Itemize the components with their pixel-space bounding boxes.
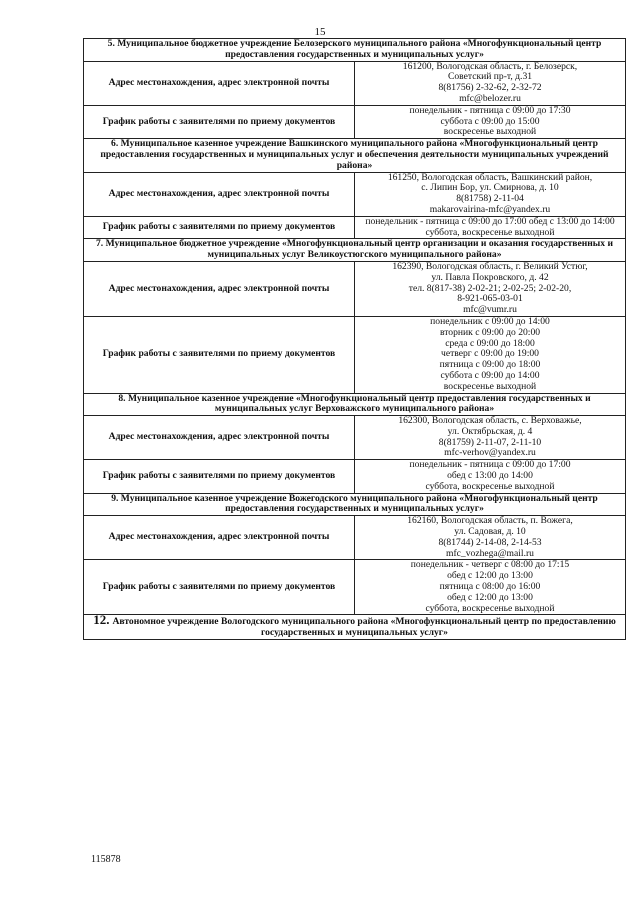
institution-header-row <box>84 139 626 172</box>
schedule-label: График работы с заявителями по приему документов <box>84 216 355 239</box>
schedule-value <box>355 105 626 138</box>
schedule-line: суббота с 09:00 до 14:00 <box>440 369 540 381</box>
schedule-line: понедельник - пятница с 09:00 до 17:00 обед с 13:00 до 14:00 <box>365 215 615 227</box>
institution-title: 5. Муниципальное бюджетное учреждение Белозерского муниципального района «Многофункциональный центр предоставления государственных и муниципальных услуг» <box>84 39 626 62</box>
institution-header-row <box>84 393 626 416</box>
address-line: mfc-verhov@yandex.ru <box>444 447 536 459</box>
institution-title: 6. Муниципальное казенное учреждение Вашкинского муниципального района «Многофункциональный центр предоставления государственных и муниципальных услуг и обеспечения деятельности муниципальных учреждений района» <box>84 139 626 172</box>
address-line: 8(81759) 2-11-07, 2-11-10 <box>438 436 542 448</box>
address-line: makarovairina-mfc@yandex.ru <box>429 203 551 215</box>
schedule-line: воскресенье выходной <box>443 126 537 138</box>
page-number: 15 <box>314 26 326 38</box>
address-line: 8(81744) 2-14-08, 2-14-53 <box>438 536 542 548</box>
address-row <box>84 172 626 216</box>
schedule-label: График работы с заявителями по приему документов <box>84 105 355 138</box>
address-line: 8(81758) 2-11-04 <box>456 193 524 205</box>
institution-header-row <box>84 493 626 516</box>
schedule-row <box>84 316 626 393</box>
address-line: тел. 8(817-38) 2-02-21; 2-02-25; 2-02-20, <box>408 282 572 294</box>
address-line: mfc_vozhega@mail.ru <box>446 547 534 559</box>
schedule-row <box>84 105 626 138</box>
schedule-line: суббота с 09:00 до 15:00 <box>440 115 540 127</box>
schedule-line: суббота, воскресенье выходной <box>425 602 555 614</box>
address-line: 162160, Вологодская область, п. Вожега, <box>407 515 573 527</box>
schedule-line: суббота, воскресенье выходной <box>425 480 555 492</box>
schedule-line: понедельник - пятница с 09:00 до 17:30 <box>409 104 571 116</box>
address-label: Адрес местонахождения, адрес электронной почты <box>84 416 355 460</box>
address-row <box>84 416 626 460</box>
schedule-line: обед с 12:00 до 13:00 <box>447 591 533 603</box>
institution-title: 8. Муниципальное казенное учреждение «Многофункциональный центр предоставления государственных и муниципальных услуг Верховажского муниципального района» <box>84 393 626 416</box>
address-line: 8(81756) 2-32-62, 2-32-72 <box>438 82 542 94</box>
address-label: Адрес местонахождения, адрес электронной почты <box>84 172 355 216</box>
address-value <box>355 261 626 316</box>
address-value <box>355 416 626 460</box>
schedule-value <box>355 316 626 393</box>
schedule-line: воскресенье выходной <box>443 380 537 392</box>
address-row <box>84 516 626 560</box>
address-value <box>355 61 626 105</box>
schedule-label: График работы с заявителями по приему документов <box>84 560 355 615</box>
address-line: Советский пр-т, д.31 <box>447 71 533 83</box>
institutions-table <box>83 38 626 640</box>
schedule-line: обед с 13:00 до 14:00 <box>447 470 533 482</box>
schedule-value <box>355 560 626 615</box>
address-row <box>84 261 626 316</box>
address-value <box>355 172 626 216</box>
institution-header-row <box>84 615 626 640</box>
address-label: Адрес местонахождения, адрес электронной почты <box>84 261 355 316</box>
schedule-line: пятница с 09:00 до 18:00 <box>439 359 541 371</box>
address-line: 8-921-065-03-01 <box>457 293 523 305</box>
address-line: с. Липин Бор, ул. Смирнова, д. 10 <box>421 182 559 194</box>
schedule-line: пятница с 08:00 до 16:00 <box>439 581 541 593</box>
institution-title <box>84 612 626 640</box>
institution-title: 7. Муниципальное бюджетное учреждение «Многофункциональный центр организации и оказания государственных и муниципальных услуг Великоустюгского муниципального района» <box>84 239 626 262</box>
schedule-line: суббота, воскресенье выходной <box>425 226 555 238</box>
schedule-row <box>84 560 626 615</box>
schedule-row <box>84 216 626 239</box>
schedule-line: понедельник - пятница с 09:00 до 17:00 <box>409 459 571 471</box>
address-line: 162390, Вологодская область, г. Великий Устюг, <box>392 260 588 272</box>
address-row <box>84 61 626 105</box>
address-line: 161250, Вологодская область, Вашкинский район, <box>387 171 593 183</box>
address-label: Адрес местонахождения, адрес электронной почты <box>84 61 355 105</box>
schedule-row <box>84 460 626 493</box>
address-line: mfc@belozer.ru <box>459 92 521 104</box>
footer-code: 115878 <box>91 854 121 865</box>
address-line: ул. Октябрьская, д. 4 <box>447 425 533 437</box>
address-line: ул. Садовая, д. 10 <box>454 526 526 538</box>
schedule-line: вторник с 09:00 до 20:00 <box>439 326 541 338</box>
schedule-value <box>355 216 626 239</box>
schedule-line: понедельник с 09:00 до 14:00 <box>430 315 550 327</box>
institution-header-row <box>84 239 626 262</box>
address-label: Адрес местонахождения, адрес электронной почты <box>84 516 355 560</box>
institution-number: 12. <box>93 612 110 628</box>
address-line: 162300, Вологодская область, с. Верховажье, <box>398 415 582 427</box>
address-line: 161200, Вологодская область, г. Белозерск, <box>402 60 578 72</box>
institution-title-text: Автономное учреждение Вологодского муниципального района «Многофункциональный центр по предоставлению государственных и муниципальных услуг» <box>112 616 616 639</box>
schedule-line: четверг с 09:00 до 19:00 <box>441 348 539 360</box>
schedule-label: График работы с заявителями по приему документов <box>84 316 355 393</box>
schedule-line: обед с 12:00 до 13:00 <box>447 570 533 582</box>
schedule-line: понедельник - четверг с 08:00 до 17:15 <box>410 559 570 571</box>
schedule-line: среда с 09:00 до 18:00 <box>445 337 535 349</box>
institution-title: 9. Муниципальное казенное учреждение Вожегодского муниципального района «Многофункциональный центр предоставления государственных и муниципальных услуг» <box>84 493 626 516</box>
address-value <box>355 516 626 560</box>
address-line: mfc@vumr.ru <box>463 304 517 316</box>
institution-header-row <box>84 39 626 62</box>
address-line: ул. Павла Покровского, д. 42 <box>431 271 549 283</box>
schedule-value <box>355 460 626 493</box>
schedule-label: График работы с заявителями по приему документов <box>84 460 355 493</box>
